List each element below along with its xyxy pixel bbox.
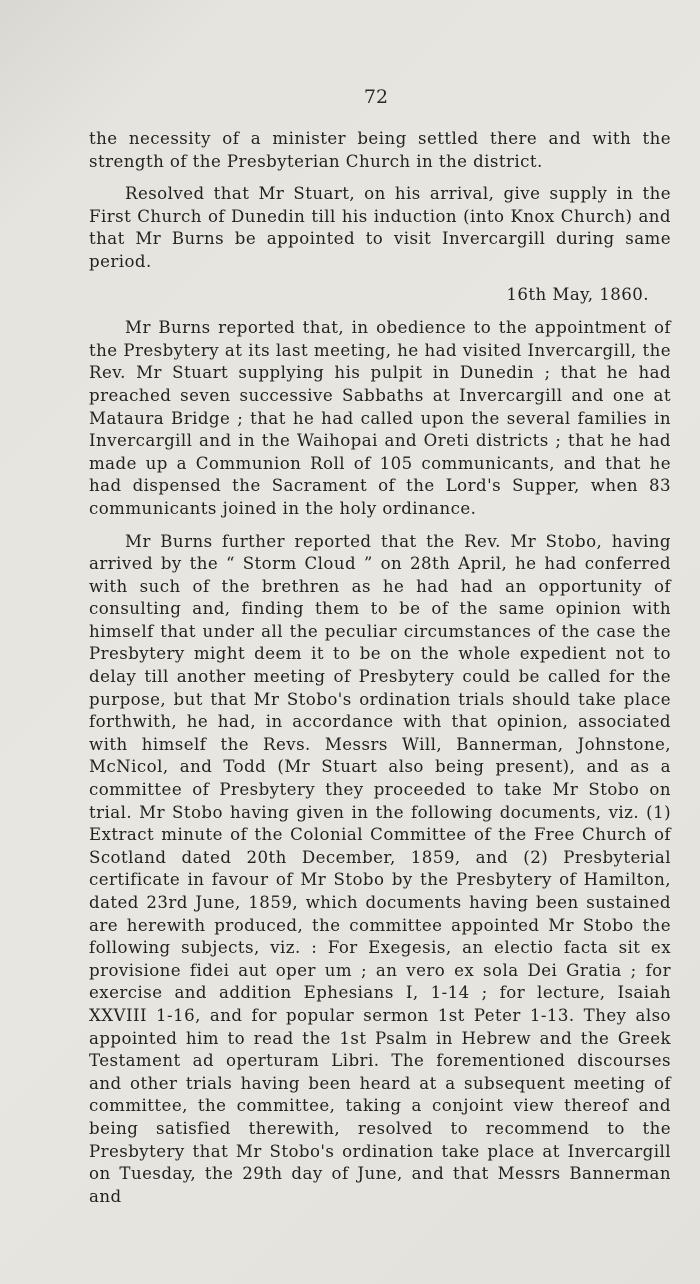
minute-date: 16th May, 1860. (506, 284, 649, 304)
page-number: 72 (363, 86, 389, 108)
paragraph-resolution: Resolved that Mr Stuart, on his arrival, give supply in the First Church of Dunedin till his induction (into Knox Church) and that Mr Burns be appointed to visit Invercargill during same period. (89, 184, 671, 271)
paragraph-burns-report: Mr Burns reported that, in obedience to the appointment of the Presbytery at its last meeting, he had visited Invercargill, the Rev. Mr Stuart supplying his pulpit in Dunedin ; that he had preached seven successive Sabbaths at Invercargill and one at Mataura Bridge ; that he had called upon the several families in Invercargill and in the Waihopai and Oreti districts ; that he had made up a Communion Roll of 105 communicants, and that he had dispensed the Sacrament of the Lord's Supper, when 83 communicants joined in the holy ordinance. (89, 318, 671, 518)
paragraph-stobo-trials: Mr Burns further reported that the Rev. Mr Stobo, having arrived by the “ Storm Cloud ” on 28th April, he had conferred with such of the brethren as he had had an opportunity of consulting and, finding them to be of the same opinion with himself that under all the peculiar circumstances of the case the Presbytery might deem it to be on the whole expedient not to delay till another meeting of Presbytery could be called for the purpose, but that Mr Stobo's ordination trials should take place forthwith, he had, in accordance with that opinion, associated with himself the Revs. Messrs Will, Bannerman, Johnstone, McNicol, and Todd (Mr Stuart also being present), and as a committee of Presbytery they proceeded to take Mr Stobo on trial. Mr Stobo having given in the following documents, viz. (1) Extract minute of the Colonial Committee of the Free Church of Scotland dated 20th December, 1859, and (2) Presbyterial certificate in favour of Mr Stobo by the Presbytery of Hamilton, dated 23rd June, 1859, which documents having been sustained are herewith produced, the committee appointed Mr Stobo the following subjects, viz. : For Exegesis, an electio facta sit ex provisione fidei aut oper um ; an vero ex sola Dei Gratia ; for exercise and addition Ephesians I, 1-14 ; for lecture, Isaiah XXVIII 1-16, and for popular sermon 1st Peter 1-13. They also appointed him to read the 1st Psalm in Hebrew and the Greek Testament ad operturam Libri. The forementioned discourses and other trials having been heard at a subsequent meeting of committee, the committee, taking a conjoint view thereof and being satisfied therewith, resolved to recommend to the Presbytery that Mr Stobo's ordination take place at Invercargill on Tuesday, the 29th day of June, and that Messrs Bannerman and (89, 531, 671, 1206)
page-text (89, 128, 671, 1218)
paragraph-continuation: the necessity of a minister being settled there and with the strength of the Presbyterian Church in the district. (89, 129, 671, 171)
